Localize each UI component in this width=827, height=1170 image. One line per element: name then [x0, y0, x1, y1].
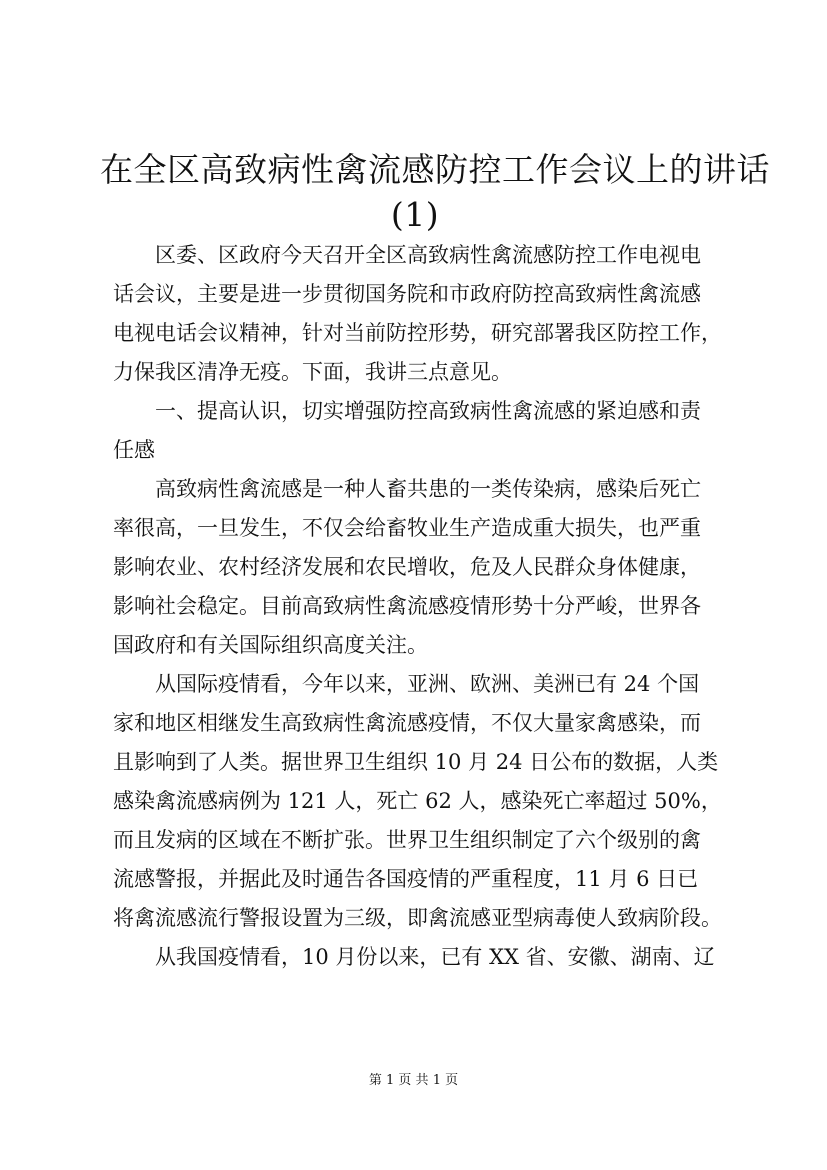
- text-line: 区委、区政府今天召开全区高致病性禽流感防控工作电视电: [155, 243, 701, 267]
- text-line: 流感警报，并据此及时通告各国疫情的严重程度，11 月 6 日已: [113, 867, 699, 891]
- text-line: 电视电话会议精神，针对当前防控形势，研究部署我区防控工作，: [113, 321, 722, 345]
- text-line: 影响社会稳定。目前高致病性禽流感疫情形势十分严峻，世界各: [113, 594, 701, 618]
- paragraph-disease-overview: [113, 470, 738, 665]
- text-line: 话会议，主要是进一步贯彻国务院和市政府防控高致病性禽流感: [113, 282, 701, 306]
- text-line: 而且发病的区域在不断扩张。世界卫生组织制定了六个级别的禽: [113, 828, 701, 852]
- text-line: 从国际疫情看，今年以来，亚洲、欧洲、美洲已有 24 个国: [155, 672, 700, 696]
- text-line: 任感: [113, 438, 155, 462]
- paragraph-international-situation: [113, 665, 738, 938]
- text-line: 感染禽流感病例为 121 人，死亡 62 人，感染死亡率超过 50%，: [113, 789, 722, 813]
- document-title: [100, 147, 770, 237]
- text-line: 国政府和有关国际组织高度关注。: [113, 633, 428, 657]
- text-line: 家和地区相继发生高致病性禽流感疫情，不仅大量家禽感染，而: [113, 711, 701, 735]
- paragraph-opening: [113, 236, 738, 392]
- paragraph-domestic-situation: [113, 938, 738, 977]
- title-line-2: (1): [390, 195, 440, 234]
- text-line: 从我国疫情看，10 月份以来，已有 XX 省、安徽、湖南、辽: [155, 945, 715, 969]
- document-body: [113, 236, 738, 977]
- title-line-1: 在全区高致病性禽流感防控工作会议上的讲话: [100, 150, 770, 189]
- text-line: 影响农业、农村经济发展和农民增收，危及人民群众身体健康，: [113, 555, 701, 579]
- text-line: 高致病性禽流感是一种人畜共患的一类传染病，感染后死亡: [155, 477, 701, 501]
- text-line: 率很高，一旦发生，不仅会给畜牧业生产造成重大损失，也严重: [113, 516, 701, 540]
- text-line: 且影响到了人类。据世界卫生组织 10 月 24 日公布的数据，人类: [113, 750, 719, 774]
- text-line: 将禽流感流行警报设置为三级，即禽流感亚型病毒使人致病阶段。: [113, 906, 722, 930]
- text-line: 一、提高认识，切实增强防控高致病性禽流感的紧迫感和责: [155, 399, 701, 423]
- section-heading-1: [113, 392, 738, 470]
- text-line: 力保我区清净无疫。下面，我讲三点意见。: [113, 360, 512, 384]
- page-footer: 第 1 页 共 1 页: [368, 1073, 459, 1088]
